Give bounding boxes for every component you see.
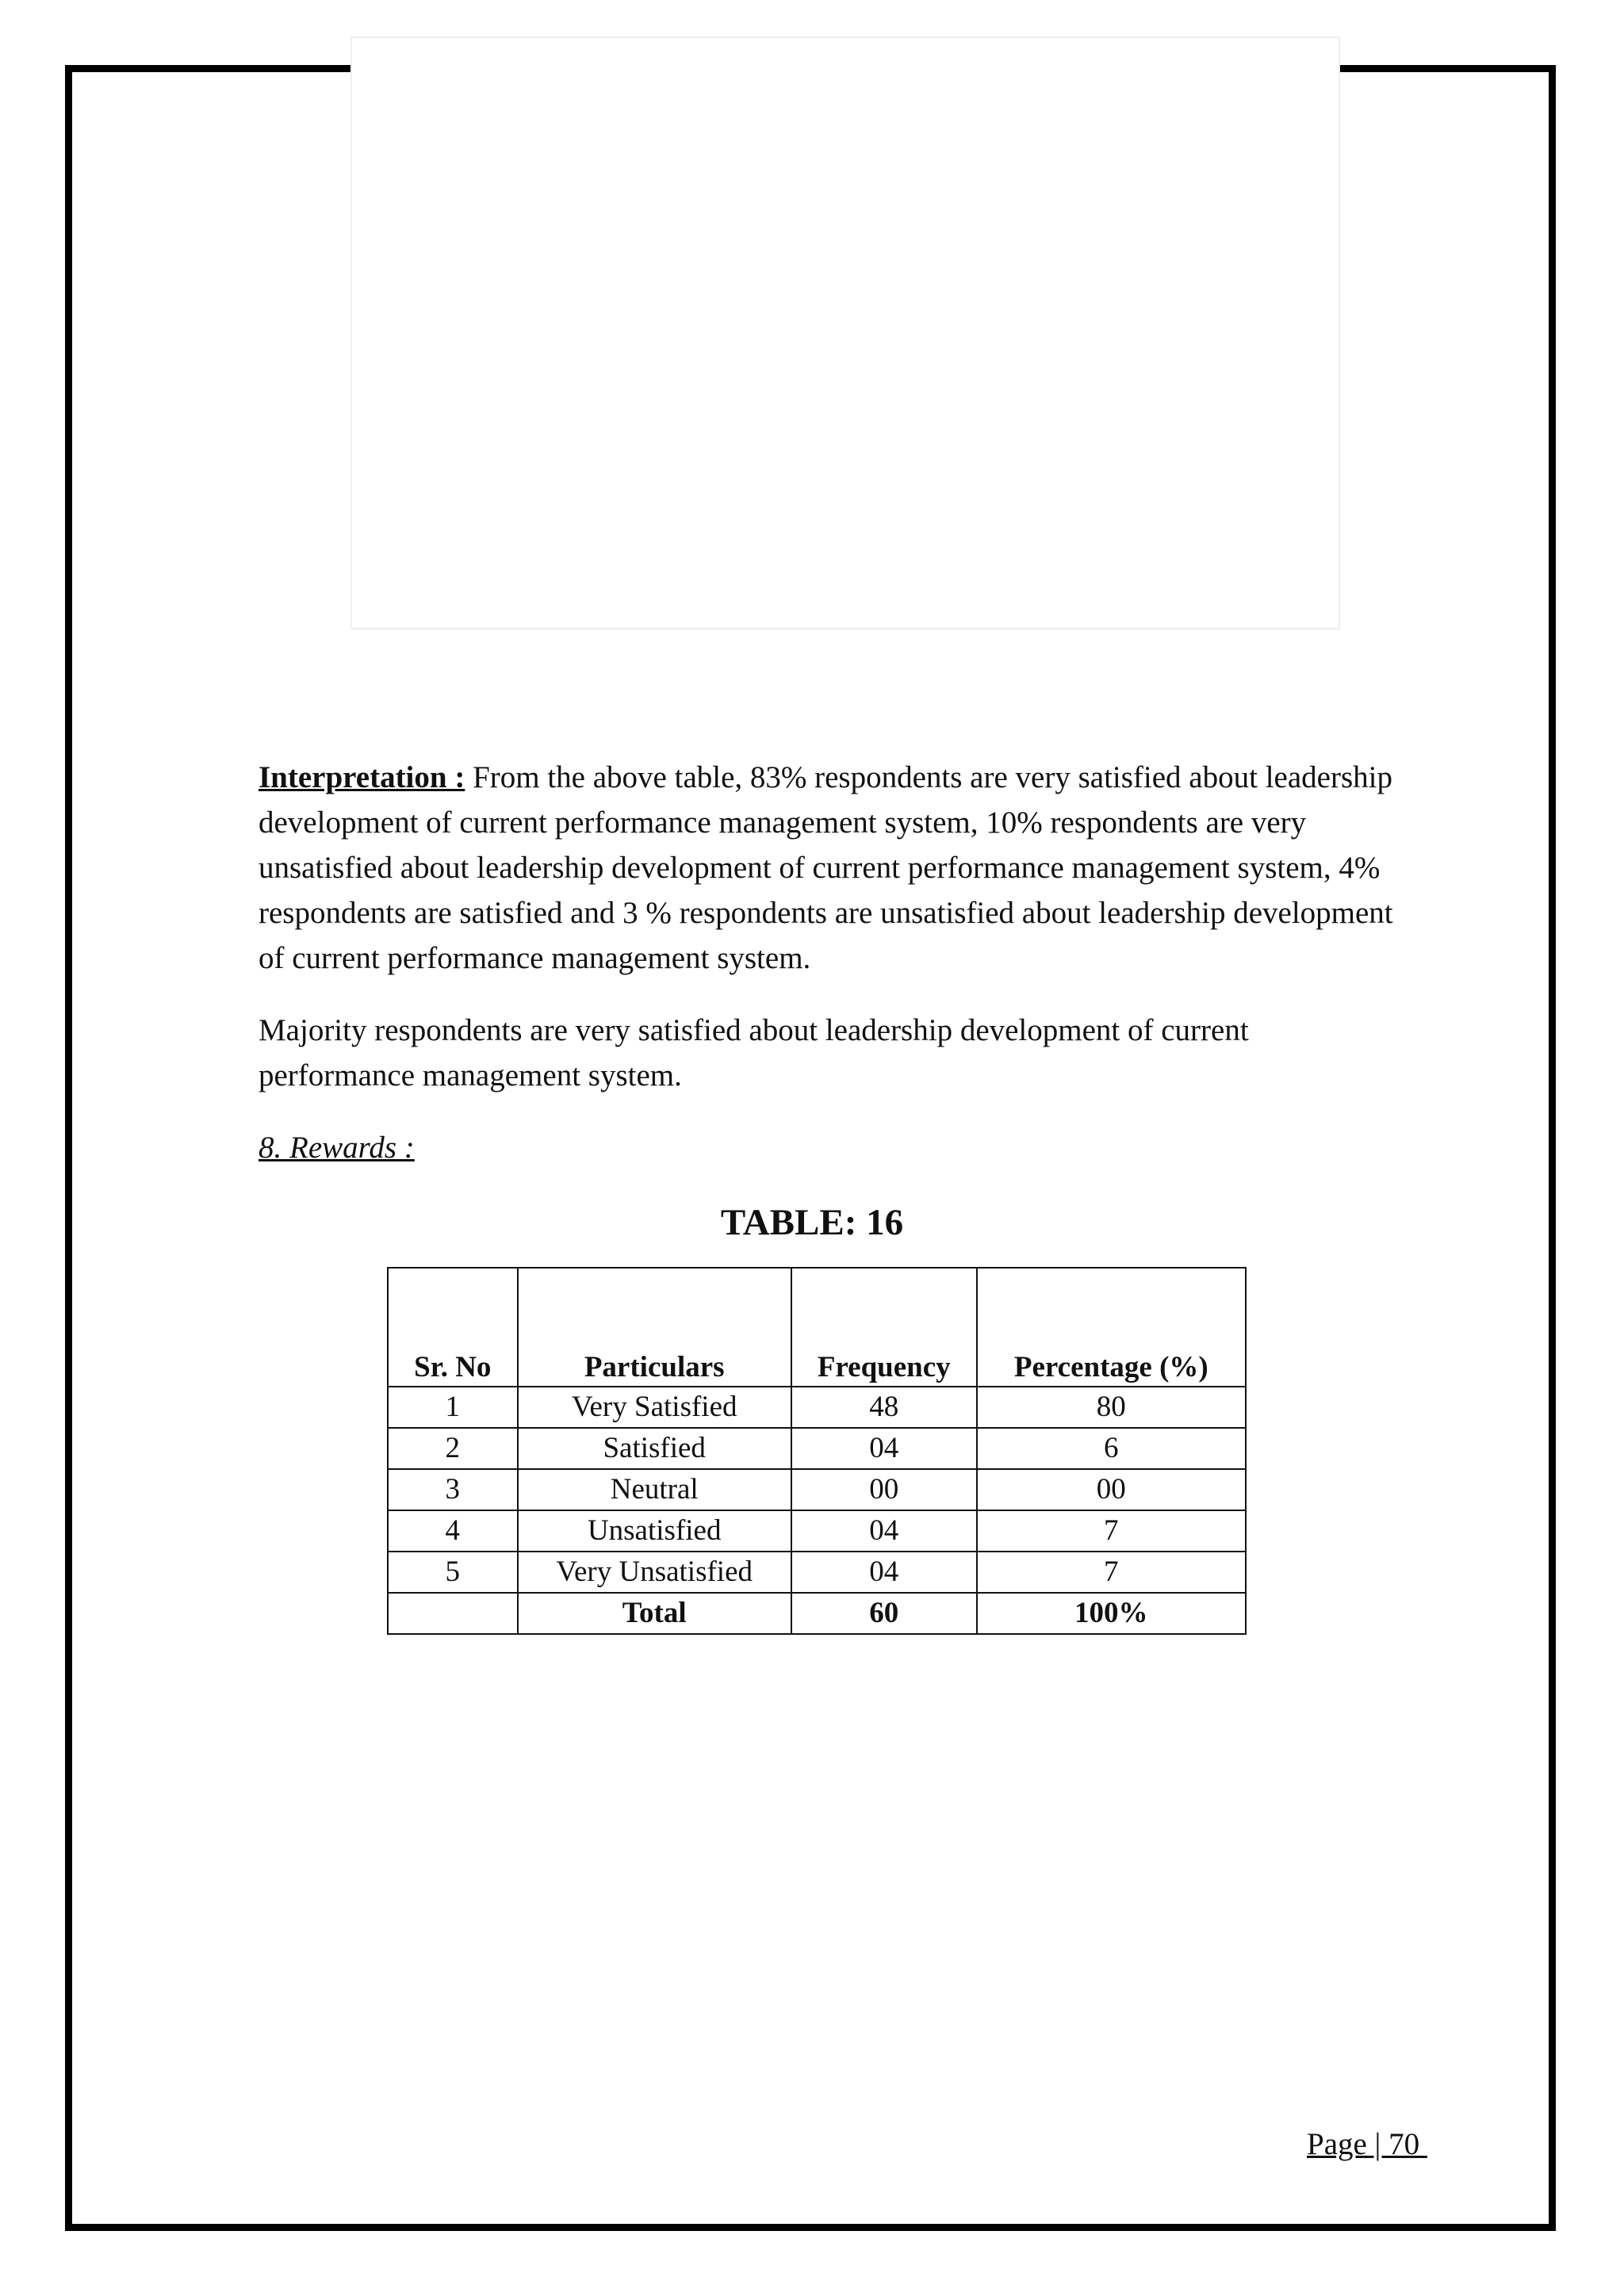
body-content [259, 755, 1400, 1170]
cell-particulars: Unsatisfied [518, 1510, 791, 1552]
cell-percentage: 00 [977, 1469, 1246, 1510]
table-title: TABLE: 16 [720, 1202, 904, 1243]
cell-percentage: 80 [977, 1387, 1246, 1428]
majority-paragraph: Majority respondents are very satisfied about leadership development of current performance management system. [259, 1013, 1249, 1093]
cell-particulars: Very Satisfied [518, 1387, 791, 1428]
header-sr-no: Sr. No [388, 1268, 518, 1387]
table-header-row [388, 1268, 1246, 1387]
table-total-row [388, 1593, 1246, 1634]
cell-sr-no: 2 [388, 1428, 518, 1469]
cell-total-label: Total [518, 1593, 791, 1634]
cell-total-sr-no [388, 1593, 518, 1634]
cell-percentage: 7 [977, 1552, 1246, 1593]
cell-sr-no: 1 [388, 1387, 518, 1428]
cell-percentage: 6 [977, 1428, 1246, 1469]
interpretation-heading: Interpretation : [259, 760, 465, 794]
header-percentage: Percentage (%) [977, 1268, 1246, 1387]
cell-particulars: Neutral [518, 1469, 791, 1510]
interpretation-text: From the above table, 83% respondents are very satisfied about leadership development of current performance management system, 10% respondents are very unsatisfied about leadership development of current performance management system, 4% respondents are satisfied and 3 % respondents are unsatisfied about leadership development of current performance management system. [259, 760, 1393, 975]
rewards-table [387, 1267, 1247, 1635]
cell-particulars: Satisfied [518, 1428, 791, 1469]
interpretation-paragraph [259, 755, 1400, 981]
header-frequency: Frequency [791, 1268, 977, 1387]
table-row [388, 1428, 1246, 1469]
cell-frequency: 04 [791, 1510, 977, 1552]
cell-percentage: 7 [977, 1510, 1246, 1552]
blank-image-area [350, 36, 1340, 629]
header-particulars: Particulars [518, 1268, 791, 1387]
table-row [388, 1469, 1246, 1510]
cell-frequency: 04 [791, 1552, 977, 1593]
cell-frequency: 00 [791, 1469, 977, 1510]
page-number: Page | 70 [1307, 2127, 1427, 2161]
cell-frequency: 04 [791, 1428, 977, 1469]
section-heading-rewards: 8. Rewards : [259, 1131, 415, 1165]
table-row [388, 1510, 1246, 1552]
table-row [388, 1552, 1246, 1593]
cell-sr-no: 4 [388, 1510, 518, 1552]
cell-sr-no: 3 [388, 1469, 518, 1510]
cell-total-percentage: 100% [977, 1593, 1246, 1634]
cell-sr-no: 5 [388, 1552, 518, 1593]
cell-particulars: Very Unsatisfied [518, 1552, 791, 1593]
table-row [388, 1387, 1246, 1428]
cell-total-frequency: 60 [791, 1593, 977, 1634]
cell-frequency: 48 [791, 1387, 977, 1428]
